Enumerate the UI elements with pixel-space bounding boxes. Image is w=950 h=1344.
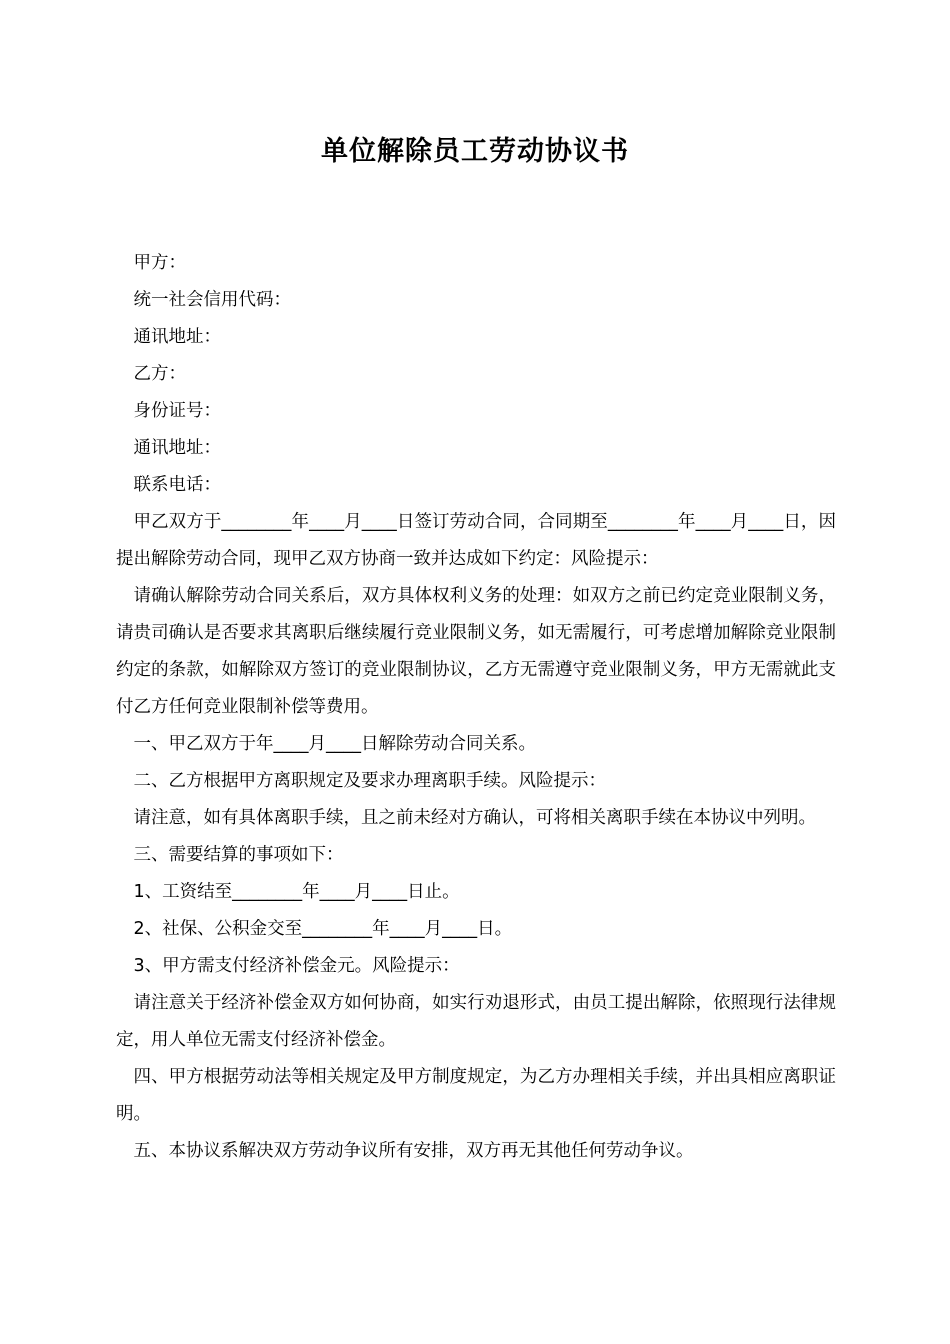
- credit-code-line: 统一社会信用代码：: [133, 290, 291, 310]
- party-b-address-line: 通讯地址：: [133, 438, 221, 458]
- clause-1: 一、甲乙双方于年____月____日解除劳动合同关系。: [133, 734, 536, 754]
- clause-3-item-2: 2、社保、公积金交至________年____月____日。: [133, 919, 513, 939]
- clause-4: 四、甲方根据劳动法等相关规定及甲方制度规定，为乙方办理相关手续，并出具相应离职证明。: [116, 1067, 836, 1124]
- phone-line: 联系电话：: [133, 475, 221, 495]
- contract-intro-paragraph: 甲乙双方于________年____月____日签订劳动合同，合同期至________年____月____日，因提出解除劳动合同，现甲乙双方协商一致并达成如下约定：风险提示：: [116, 512, 836, 569]
- clause-5: 五、本协议系解决双方劳动争议所有安排，双方再无其他任何劳动争议。: [133, 1141, 694, 1161]
- resignation-procedure-risk-paragraph: 请注意，如有具体离职手续，且之前未经对方确认，可将相关离职手续在本协议中列明。: [133, 808, 816, 828]
- id-number-line: 身份证号：: [133, 401, 221, 421]
- non-compete-risk-paragraph: 请确认解除劳动合同关系后，双方具体权利义务的处理：如双方之前已约定竞业限制义务，请贵司确认是否要求其离职后继续履行竞业限制义务，如无需履行，可考虑增加解除竞业限制约定的条款，如解除双方签订的竞业限制协议，乙方无需遵守竞业限制义务，甲方无需就此支付乙方任何竞业限制补偿等费用。: [116, 586, 836, 717]
- clause-3-item-1: 1、工资结至________年____月____日止。: [133, 882, 460, 902]
- document-title: 单位解除员工劳动协议书: [321, 136, 629, 167]
- party-a-line: 甲方：: [133, 253, 186, 273]
- clause-3-item-3: 3、甲方需支付经济补偿金元。风险提示：: [133, 956, 460, 976]
- clause-3: 三、需要结算的事项如下：: [133, 845, 344, 865]
- party-b-line: 乙方：: [133, 364, 186, 384]
- document-body: [116, 245, 836, 1170]
- compensation-risk-paragraph: 请注意关于经济补偿金双方如何协商，如实行劝退形式，由员工提出解除，依照现行法律规定，用人单位无需支付经济补偿金。: [116, 993, 836, 1050]
- clause-2: 二、乙方根据甲方离职规定及要求办理离职手续。风险提示：: [133, 771, 606, 791]
- party-a-address-line: 通讯地址：: [133, 327, 221, 347]
